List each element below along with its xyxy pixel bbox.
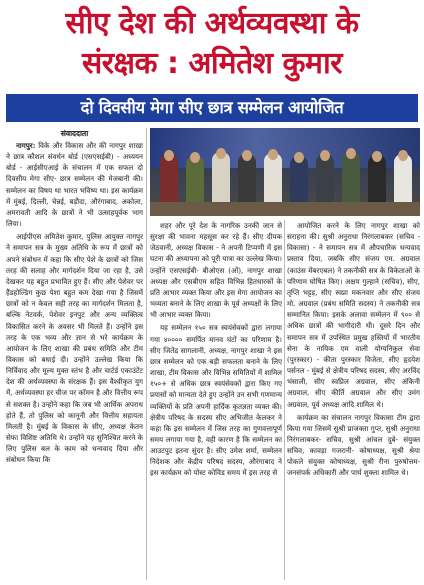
photo-person-head xyxy=(216,148,226,159)
headline-line-1: सीए देश की अर्थव्यवस्था के xyxy=(65,6,359,41)
column-2-paragraph-2: यह सम्मेलन १५० सत्र स्वयंसेवकों द्वारा लगाया गया ४०००० समर्पित मानव घंटों का परिणाम है। सीए जितेंद्र सागलानी, अध्यक्ष, नागपुर शाखा ने इस छात्र सम्मेलन को एक बड़ी सफलता बनाने के लिए शाखा, टीम विकास और विभिन्न समितियों में शामिल १५०+ से अधिक छात्र स्वयंसेवकों द्वारा किए गए प्रयासों को मान्यता देते हुए उन्होंने उन सभी गणमान्य व्यक्तियों के प्रति अपनी हार्दिक कृतज्ञता व्यक्त की। क्षेत्रीय परिषद के सदस्य सीए अभिजीत केलकर ने कहा कि इस सम्मेलन में जिस तरह का गुणवत्तापूर्ण समय लगाया गया है, वही कारण है कि सम्मेलन का आउटपुट इतना सुंदर है। सीए उमेश शर्मा, सम्मेलन निदेशक और केंद्रीय परिषद सदस्य, औरंगाबाद ने इस कार्यक्रम को पोस्ट कोविड समय में इस तरह से xyxy=(150,323,282,478)
column-3-paragraph-2: कार्यक्रम का संचालन नागपुर विकासा टीम द्वारा किया गया जिसमें सुश्री प्राजक्ता गुप्त, सुश्री अनुराधा निरंगलाबकर- सचिव, सुश्री आंचल दुबे- संयुक्त सचिव, कावड़ा गजरानी- कोषाध्यक्ष, सुश्री श्रेया पोकले संयुक्त कोषाध्यक्ष, सुश्री रीना पुरुषोत्तम- जनसंपर्क अधिकारी और पार्थ शुक्ला शामिल थे। xyxy=(287,412,420,478)
photo-person-head xyxy=(164,150,174,161)
headline xyxy=(0,0,424,90)
photo-person-head xyxy=(346,148,356,159)
stage-table xyxy=(150,202,420,216)
column-divider xyxy=(146,128,147,580)
column-1-paragraph-1-text: विके और विकास और की नागपुर शाखा ने छात्र कौशल संवर्धन बोर्ड (एसएसईबी) - अध्ययन बोर्ड - आईसीएआई के संचालन में एक सफल दो दिवसीय मेगा सीए- छात्र सम्मेलन की मेजबानी की। सम्मेलन का विषय था भारत भविष्य था। इस कार्यक्रम में मुंबई, दिल्ली, चेन्नई, बड़ौदा, औरंगाबाद, अकोला, अमरावती आदि के छात्रों ने भी उत्साहपूर्वक भाग लिया। xyxy=(6,141,143,229)
photo-person-head xyxy=(372,151,382,162)
article-column-3 xyxy=(287,220,420,583)
article-column-1 xyxy=(6,128,143,583)
dateline: संवाददाता xyxy=(60,129,89,138)
photo-person-head xyxy=(294,152,304,163)
photo-person-head xyxy=(398,150,408,161)
photo-person-head xyxy=(320,150,330,161)
column-1-paragraph-1 xyxy=(6,140,143,229)
column-divider xyxy=(284,220,285,580)
column-2-paragraph-1: शहर और पूरे देश के नागरिक उनकी जान से सुरक्षा की भावना महसूस कर रहे हैं। सीए दीपक जेठवानी, अध्यक्ष विकास - ने अपनी टिप्पणी में इस घटना की अध्यापना को पूरी यात्रा का उल्लेख किया। उन्होंने एसएसईबी- बीओएस (ओं), नागपुर शाखा अध्यक्ष और एसबीएम सहित विभिन्न हितधारकों के प्रति आभार व्यक्त किया और इस मेगा आयोजन का भव्यता बनाने के लिए शाखा के पूर्व अध्यक्षों के लिए भी आभार व्यक्त किया। xyxy=(150,221,282,320)
place-lead: नागपुर: xyxy=(16,141,36,150)
headline-line-2: संरक्षक : अमितेश कुमार xyxy=(81,46,343,81)
column-1-paragraph-2: आईपीएस अमितेश कुमार, पुलिस आयुक्त नागपुर ने समापन सत्र के मुख्य अतिथि के रूप में छात्रों को अपने संबोधन में कहा कि सीए पेशे के छात्रों को जिस तरह की सलाह और मार्गदर्शन दिया जा रहा है, उसे देखकर यह बहुत प्रभावित हुए हैं। सीए और पेशेवर पर हैंडहोल्डिंग कुछ पेशा बहुत कम देखा गया है जिसमें छात्रों को न केवल सही तरह का मार्गदर्शन मिलता है, बल्कि नेटवर्क, पेशेवर इनपुट और अन्य व्यक्तित्व विकासित करने के अवसर भी मिलते हैं। उन्होंने इस तरह के एक भव्य और ज्ञान से भरे कार्यक्रम के आयोजन के लिए शाखा की प्रबंध समिति और टीम विकास को बधाई दी। उन्होंने उल्लेख किया कि निर्विवाद और मूल्य मुक्त स्तंभ है और चार्टर्ड एकाउंटेंट देश की अर्थव्यवस्था के संरक्षक हैं। इस वैश्वीकृत युग में, अर्थव्यवस्था हर चीज पर कॉमन है और वित्तीय रूप से सशक्त है। उन्होंने कहा कि जब भी आर्थिक अपराध होते हैं, तो पुलिस को कानूनी और वित्तीय सहायता मिलती है। मुंबई के विकास के सीए, अध्यक्ष केतन सेफा विशिष्ट अतिथि थे। उन्होंने यह सुनिश्चित करने के लिए पुलिस बल के काम को धन्यवाद दिया और संबोधन किया कि xyxy=(6,232,143,465)
photo-person-head xyxy=(242,150,252,161)
event-photo xyxy=(150,128,420,216)
photo-person-head xyxy=(190,152,200,163)
column-3-paragraph-1: आयोजित करने के लिए नागपुर शाखा को सराहना की। सुश्री अनुराधा निरंगलाबकर (सचिव - विकासा) - ने समापन सत्र में औपचारिक धन्यवाद प्रस्ताव दिया, जबकि सीए संजय एम. अग्रवाल (काउंस मेंबरएबल) ने तकनीकी सत्र के विकेताओं के परिणाम घोषित किए। अक्षय गुल्हाने (सचिव), सीए, तृप्ति भट्टड़, सीए स्वप्ना मकनवार और सीए संजय मो. अग्रवाल (प्रबंध समिति सदस्य) ने तकनीकी सत्र सम्मानित किया। इसके अलावा सम्मेलन में ९०० से अधिक छात्रों की भागीदारी थी। दूसरे दिन और समापन सत्र में उपस्थित प्रमुख हस्तियों में भारतीय सेना के नायिक एम वाली योग्यनिकुल सेवा (पुरस्कार) - कीता पुरस्कार विजेता, सीए हृदयेश पर्सनल - मुंबई से क्षेत्रीय परिषद सदस्य, सीए अरविंद भंसाली, सीए स्वप्निल अग्रवाल, सीए अंकिनी अग्रवाल, सीए कीर्ति अग्रवाल और सीए उमंग अग्रवाल, पूर्व अध्यक्ष आदि शामिल थे। xyxy=(287,221,420,409)
subheadline: दो दिवसीय मेगा सीए छात्र सम्मेलन आयोजित xyxy=(6,94,418,122)
article-column-2 xyxy=(150,220,282,583)
photo-person-head xyxy=(268,149,278,160)
column-1-body xyxy=(6,140,143,580)
